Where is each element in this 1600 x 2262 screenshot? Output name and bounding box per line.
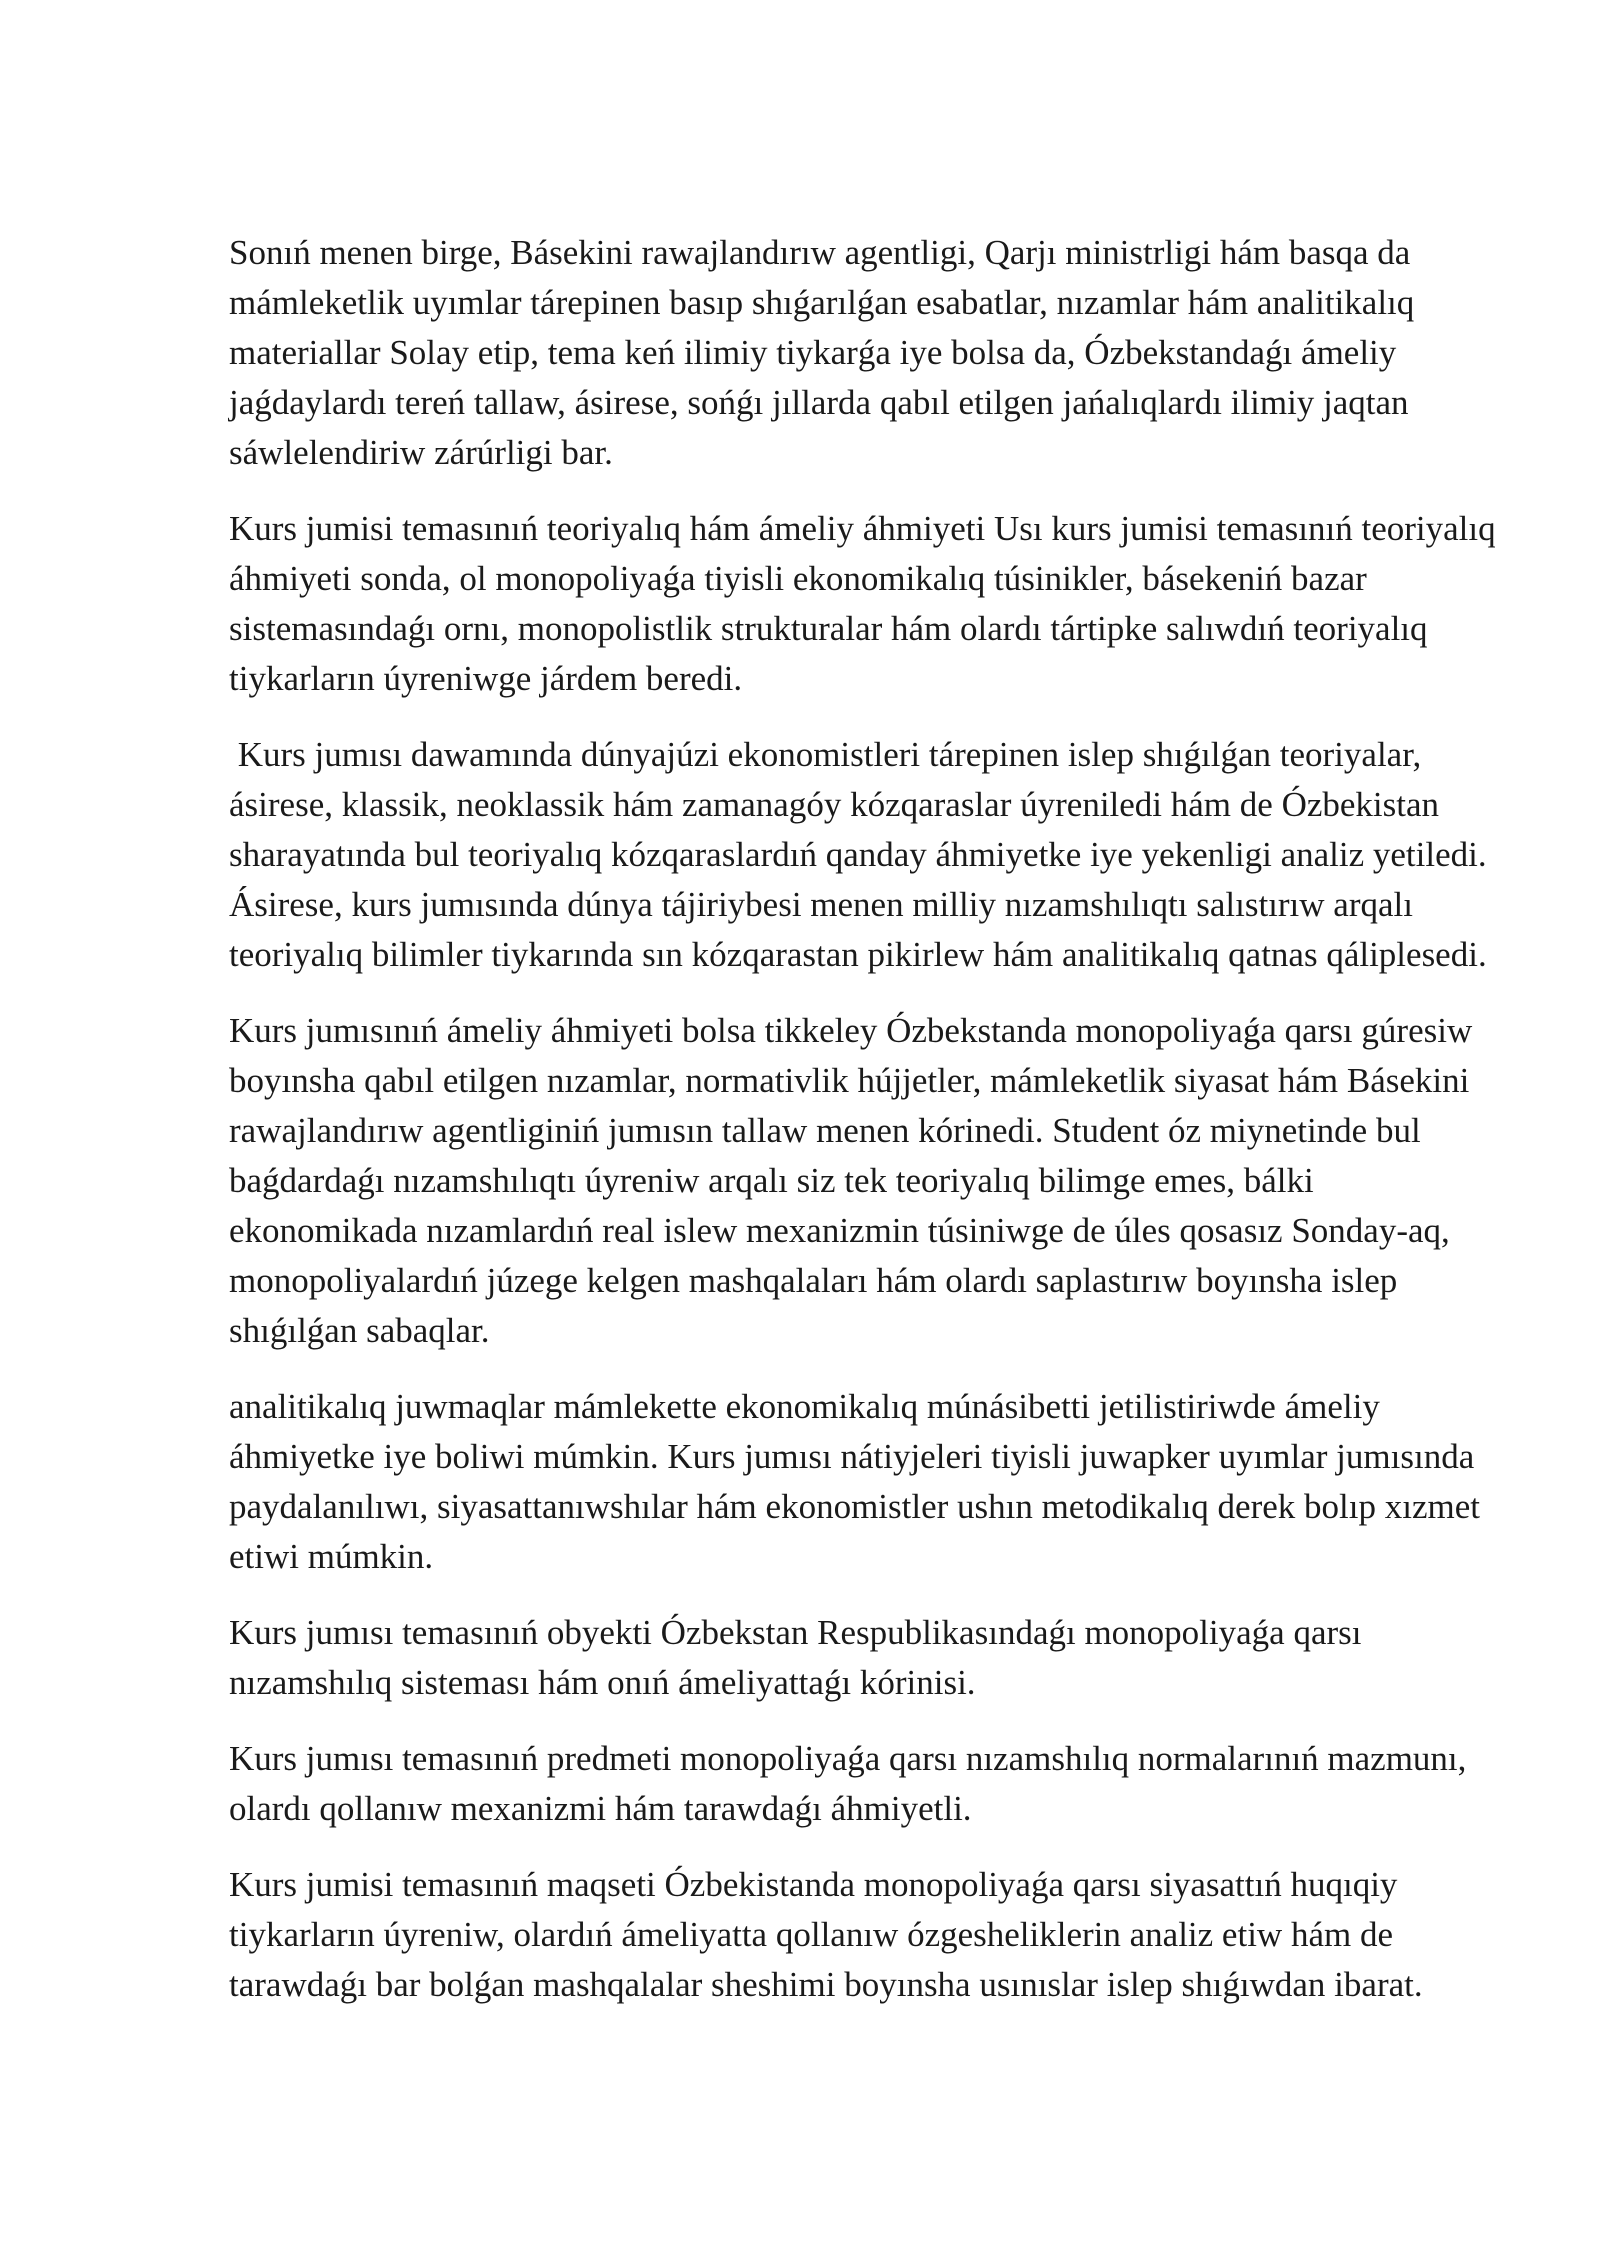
paragraph: analitikalıq juwmaqlar mámlekette ekonomikalıq múnásibetti jetilistiriwde ámeliy áhmiyetke iye boliwi múmkin. Kurs jumısı nátiyjeleri tiyisli juwapker uyımlar jumısında paydalanılıwı, siyasattanıwshılar hám ekonomistler ushın metodikalıq derek bolıp xızmet etiwi múmkin.	[229, 1387, 1489, 1576]
document-body	[229, 228, 1504, 2036]
paragraph: Kurs jumısı temasınıń obyekti Ózbekstan Respublikasındaǵı monopoliyaǵa qarsı nızamshılıq sisteması hám onıń ámeliyattaǵı kórinisi.	[229, 1613, 1371, 1702]
paragraph: Kurs jumisi temasınıń teoriyalıq hám ámeliy áhmiyeti Usı kurs jumisi temasınıń teoriyalıq áhmiyeti sonda, ol monopoliyaǵa tiyisli ekonomikalıq túsinikler, básekeniń bazar sistemasındaǵı ornı, monopolistlik strukturalar hám olardı tártipke salıwdıń teoriyalıq tiykarların úyreniwge járdem beredi.	[229, 509, 1505, 698]
paragraph: Kurs jumısınıń ámeliy áhmiyeti bolsa tikkeley Ózbekstanda monopoliyaǵa qarsı gúresiw boyınsha qabıl etilgen nızamlar, normativlik hújjetler, mámleketlik siyasat hám Básekini rawajlandırıw agentliginiń jumısın tallaw menen kórinedi. Student óz miynetinde bul baǵdardaǵı nızamshılıqtı úyreniw arqalı siz tek teoriyalıq bilimge emes, bálki ekonomikada nızamlardıń real islew mexanizmin túsiniwge de úles qosasız Sonday-aq, monopoliyalardıń júzege kelgen mashqalaları hám olardı saplastırıw boyınsha islep shıǵılǵan sabaqlar.	[229, 1011, 1481, 1350]
paragraph: Kurs jumısı dawamında dúnyajúzi ekonomistleri tárepinen islep shıǵılǵan teoriyalar, ásirese, klassik, neoklassik hám zamanagóy kózqaraslar úyreniledi hám de Ózbekistan sharayatında bul teoriyalıq kózqaraslardıń qanday áhmiyetke iye yekenligi analiz yetiledi. Ásirese, kurs jumısında dúnya tájiriybesi menen milliy nızamshılıqtı salıstırıw arqalı teoriyalıq bilimler tiykarında sın kózqarastan pikirlew hám analitikalıq qatnas qáliplesedi.	[229, 735, 1496, 974]
paragraph: Kurs jumısı temasınıń predmeti monopoliyaǵa qarsı nızamshılıq normalarınıń mazmunı, olardı qollanıw mexanizmi hám tarawdaǵı áhmiyetli.	[229, 1739, 1476, 1828]
paragraph: Sonıń menen birge, Básekini rawajlandırıw agentligi, Qarjı ministrligi hám basqa da mámleketlik uyımlar tárepinen basıp shıǵarılǵan esabatlar, nızamlar hám analitikalıq materiallar Solay etip, tema keń ilimiy tiykarǵa iye bolsa da, Ózbekstandaǵı ámeliy jaǵdaylardı tereń tallaw, ásirese, sońǵı jıllarda qabıl etilgen jańalıqlardı ilimiy jaqtan sáwlelendiriw zárúrligi bar.	[229, 233, 1424, 472]
paragraph: Kurs jumisi temasınıń maqseti Ózbekistanda monopoliyaǵa qarsı siyasattıń huqıqiy tiykarların úyreniw, olardıń ámeliyatta qollanıw ózgesheliklerin analiz etiw hám de tarawdaǵı bar bolǵan mashqalalar sheshimi boyınsha usınıslar islep shıǵıwdan ibarat.	[229, 1865, 1423, 2004]
